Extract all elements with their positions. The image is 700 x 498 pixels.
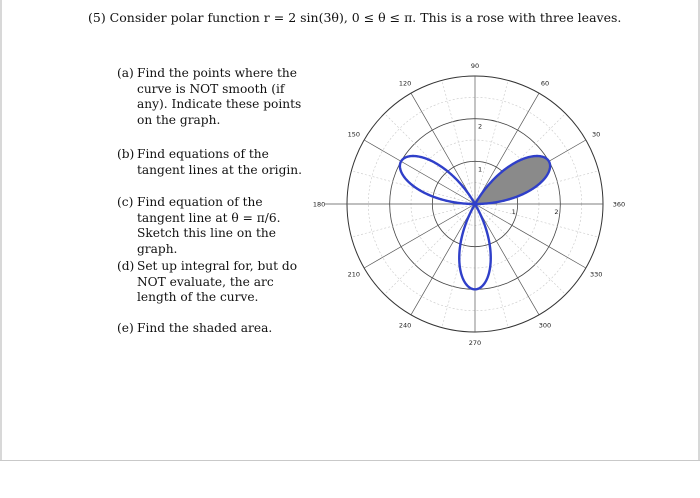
minor-grid-ray xyxy=(475,204,566,295)
angle-tick-label: 270 xyxy=(468,339,482,348)
part-e-label: (e) xyxy=(117,321,134,335)
angle-tick-label: 300 xyxy=(538,321,552,330)
radial-tick-label: 2 xyxy=(554,208,559,216)
part-c xyxy=(117,195,303,257)
minor-grid-ray xyxy=(475,204,508,328)
part-b xyxy=(117,147,303,178)
part-d-text: Set up integral for, but do NOT evaluate, the arc length of the curve. xyxy=(137,259,298,305)
minor-grid-ray xyxy=(384,113,475,204)
part-b-label: (b) xyxy=(117,147,135,161)
angle-tick-label: 60 xyxy=(540,79,550,88)
part-a xyxy=(117,66,303,128)
angle-tick-label: 360 xyxy=(612,200,626,209)
angle-tick-label: 30 xyxy=(592,130,601,139)
part-e xyxy=(117,321,303,337)
angle-tick-label: 180 xyxy=(312,200,326,209)
part-a-label: (a) xyxy=(117,66,134,80)
minor-grid-ray xyxy=(384,204,475,295)
part-c-text: Find equation of the tangent line at θ = π/6. Sketch this line on the graph. xyxy=(137,195,281,256)
problem-statement: (5) Consider polar function r = 2 sin(3θ), 0 ≤ θ ≤ π. This is a rose with three leaves. xyxy=(88,10,622,25)
polar-rose-graph xyxy=(300,44,660,364)
radial-tick-label: 2 xyxy=(478,122,483,131)
part-d-label: (d) xyxy=(117,259,135,273)
angle-tick-label: 90 xyxy=(470,61,480,70)
major-grid-ray xyxy=(411,93,475,204)
part-d xyxy=(117,259,303,306)
page-frame-left xyxy=(0,0,2,460)
part-c-label: (c) xyxy=(117,195,134,209)
angle-tick-label: 330 xyxy=(589,270,603,279)
angle-tick-label: 120 xyxy=(398,79,412,88)
angle-tick-label: 240 xyxy=(398,321,412,330)
angle-tick-label: 150 xyxy=(347,130,361,139)
page-frame-bottom xyxy=(0,460,700,461)
radial-tick-label: 1 xyxy=(478,165,483,174)
angle-tick-label: 210 xyxy=(347,270,361,279)
radial-tick-label: 1 xyxy=(511,208,516,216)
major-grid-ray xyxy=(475,204,539,315)
major-grid-ray xyxy=(364,140,475,204)
part-e-text: Find the shaded area. xyxy=(137,321,273,335)
part-b-text: Find equations of the tangent lines at the origin. xyxy=(137,147,302,177)
minor-grid-ray xyxy=(351,204,475,237)
major-grid-ray xyxy=(411,204,475,315)
part-a-text: Find the points where the curve is NOT smooth (if any). Indicate these points on the graph. xyxy=(137,66,302,127)
